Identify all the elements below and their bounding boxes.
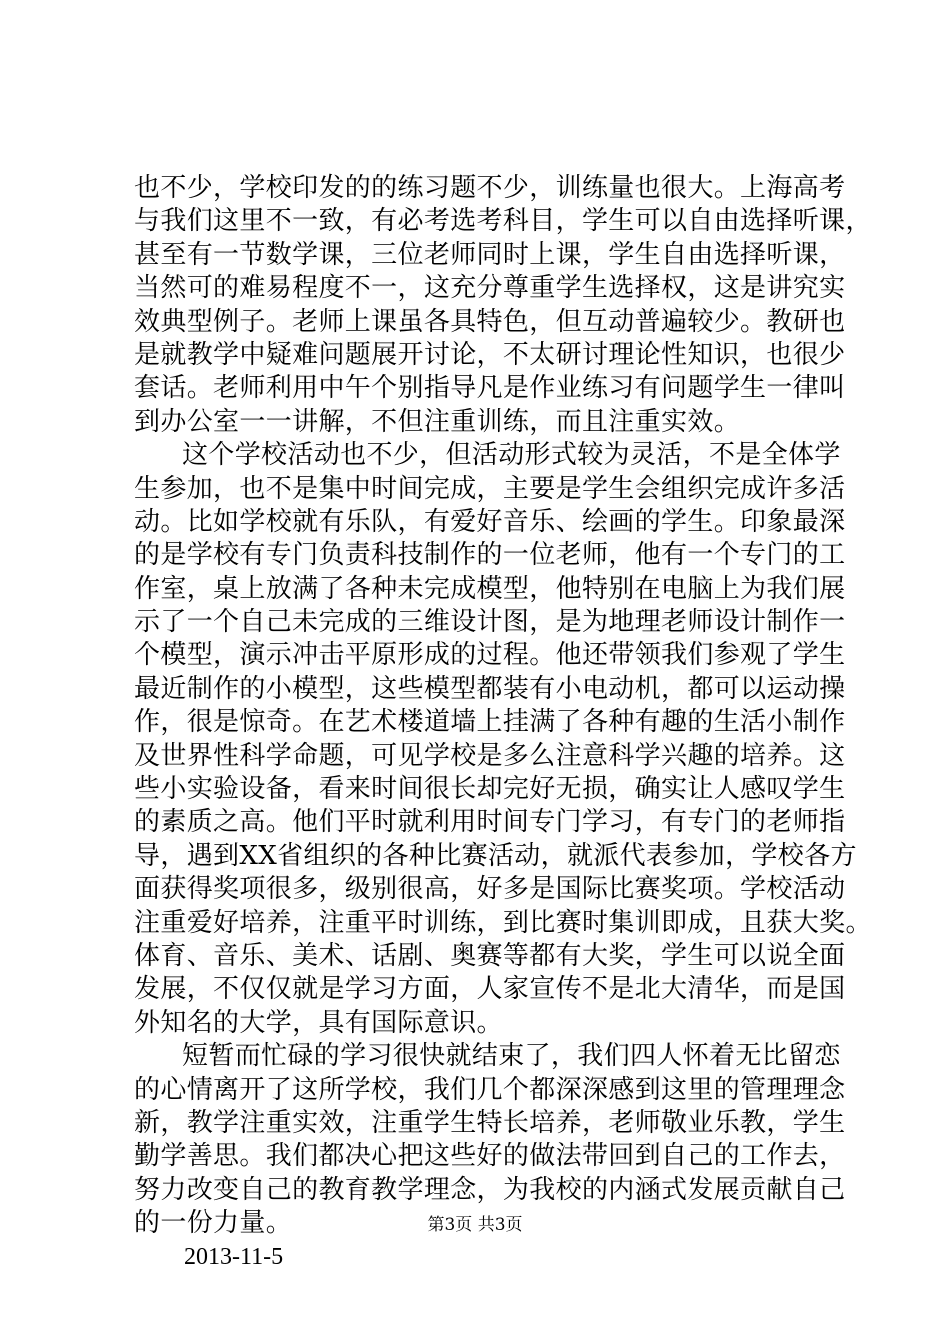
page-footer: 第3页 共3页 xyxy=(427,1215,523,1235)
paragraph-2-line: 发展，不仅仅就是学习方面，人家宣传不是北大清华，而是国 xyxy=(134,974,846,1005)
paragraph-1-line: 是就教学中疑难问题展开讨论，不太研讨理论性知识，也很少 xyxy=(134,339,846,370)
paragraph-1-line: 当然可的难易程度不一，这充分尊重学生选择权，这是讲究实 xyxy=(134,273,846,304)
paragraph-3-line: 努力改变自己的教育教学理念，为我校的内涵式发展贡献自己 xyxy=(134,1174,846,1205)
paragraph-2-line: 的是学校有专门负责科技制作的一位老师，他有一个专门的工 xyxy=(134,540,846,571)
paragraph-2-line: 作室，桌上放满了各种未完成模型，他特别在电脑上为我们展 xyxy=(134,573,846,604)
paragraph-2-line: 示了一个自己未完成的三维设计图，是为地理老师设计制作一 xyxy=(134,607,846,638)
paragraph-2-line: 动。比如学校就有乐队，有爱好音乐、绘画的学生。印象最深 xyxy=(134,506,846,537)
paragraph-2-line: 的素质之高。他们平时就利用时间专门学习，有专门的老师指 xyxy=(134,807,846,838)
body-text xyxy=(134,172,872,1274)
paragraph-1-line: 与我们这里不一致，有必考选考科目，学生可以自由选择听课， xyxy=(134,206,872,237)
paragraph-2-line: 面获得奖项很多，级别很高，好多是国际比赛奖项。学校活动 xyxy=(134,874,846,905)
paragraph-2-line: 生参加，也不是集中时间完成，主要是学生会组织完成许多活 xyxy=(134,473,846,504)
paragraph-2-line: 注重爱好培养，注重平时训练，到比赛时集训即成，且获大奖。 xyxy=(134,907,872,938)
paragraph-2-line: 些小实验设备，看来时间很长却完好无损，确实让人感叹学生 xyxy=(134,774,846,805)
paragraph-3-line: 的一份力量。 xyxy=(134,1208,293,1239)
paragraph-1-line: 也不少，学校印发的的练习题不少，训练量也很大。上海高考 xyxy=(134,173,846,203)
paragraph-2-line: 个模型，演示冲击平原形成的过程。他还带领我们参观了学生 xyxy=(134,640,846,671)
paragraph-3-line: 勤学善思。我们都决心把这些好的做法带回到自己的工作去， xyxy=(134,1141,846,1172)
paragraph-2-line: 体育、音乐、美术、话剧、奥赛等都有大奖，学生可以说全面 xyxy=(134,940,846,971)
paragraph-2-line: 最近制作的小模型，这些模型都装有小电动机，都可以运动操 xyxy=(134,673,846,704)
paragraph-3-line: 短暂而忙碌的学习很快就结束了，我们四人怀着无比留恋 xyxy=(182,1041,841,1072)
paragraph-2-line: 作，很是惊奇。在艺术楼道墙上挂满了各种有趣的生活小制作 xyxy=(134,707,846,738)
paragraph-1-line: 甚至有一节数学课，三位老师同时上课，学生自由选择听课， xyxy=(134,239,846,270)
paragraph-3-line: 的心情离开了这所学校，我们几个都深深感到这里的管理理念 xyxy=(134,1074,846,1105)
paragraph-1-line: 到办公室一一讲解，不但注重训练，而且注重实效。 xyxy=(134,406,741,437)
paragraph-3-line: 新，教学注重实效，注重学生特长培养，老师敬业乐教，学生 xyxy=(134,1107,846,1138)
paragraph-2-line: 外知名的大学，具有国际意识。 xyxy=(134,1007,503,1038)
paragraph-2-line: 及世界性科学命题，可见学校是多么注意科学兴趣的培养。这 xyxy=(134,740,846,771)
paragraph-2-line: 这个学校活动也不少，但活动形式较为灵活，不是全体学 xyxy=(182,440,841,471)
paragraph-2-line: 导，遇到XX省组织的各种比赛活动，就派代表参加，学校各方 xyxy=(134,840,857,871)
paragraph-1-line: 效典型例子。老师上课虽各具特色，但互动普遍较少。教研也 xyxy=(134,306,846,337)
document-date: 2013-11-5 xyxy=(184,1243,284,1270)
paragraph-1-line: 套话。老师利用中午个别指导凡是作业练习有问题学生一律叫 xyxy=(134,373,846,404)
